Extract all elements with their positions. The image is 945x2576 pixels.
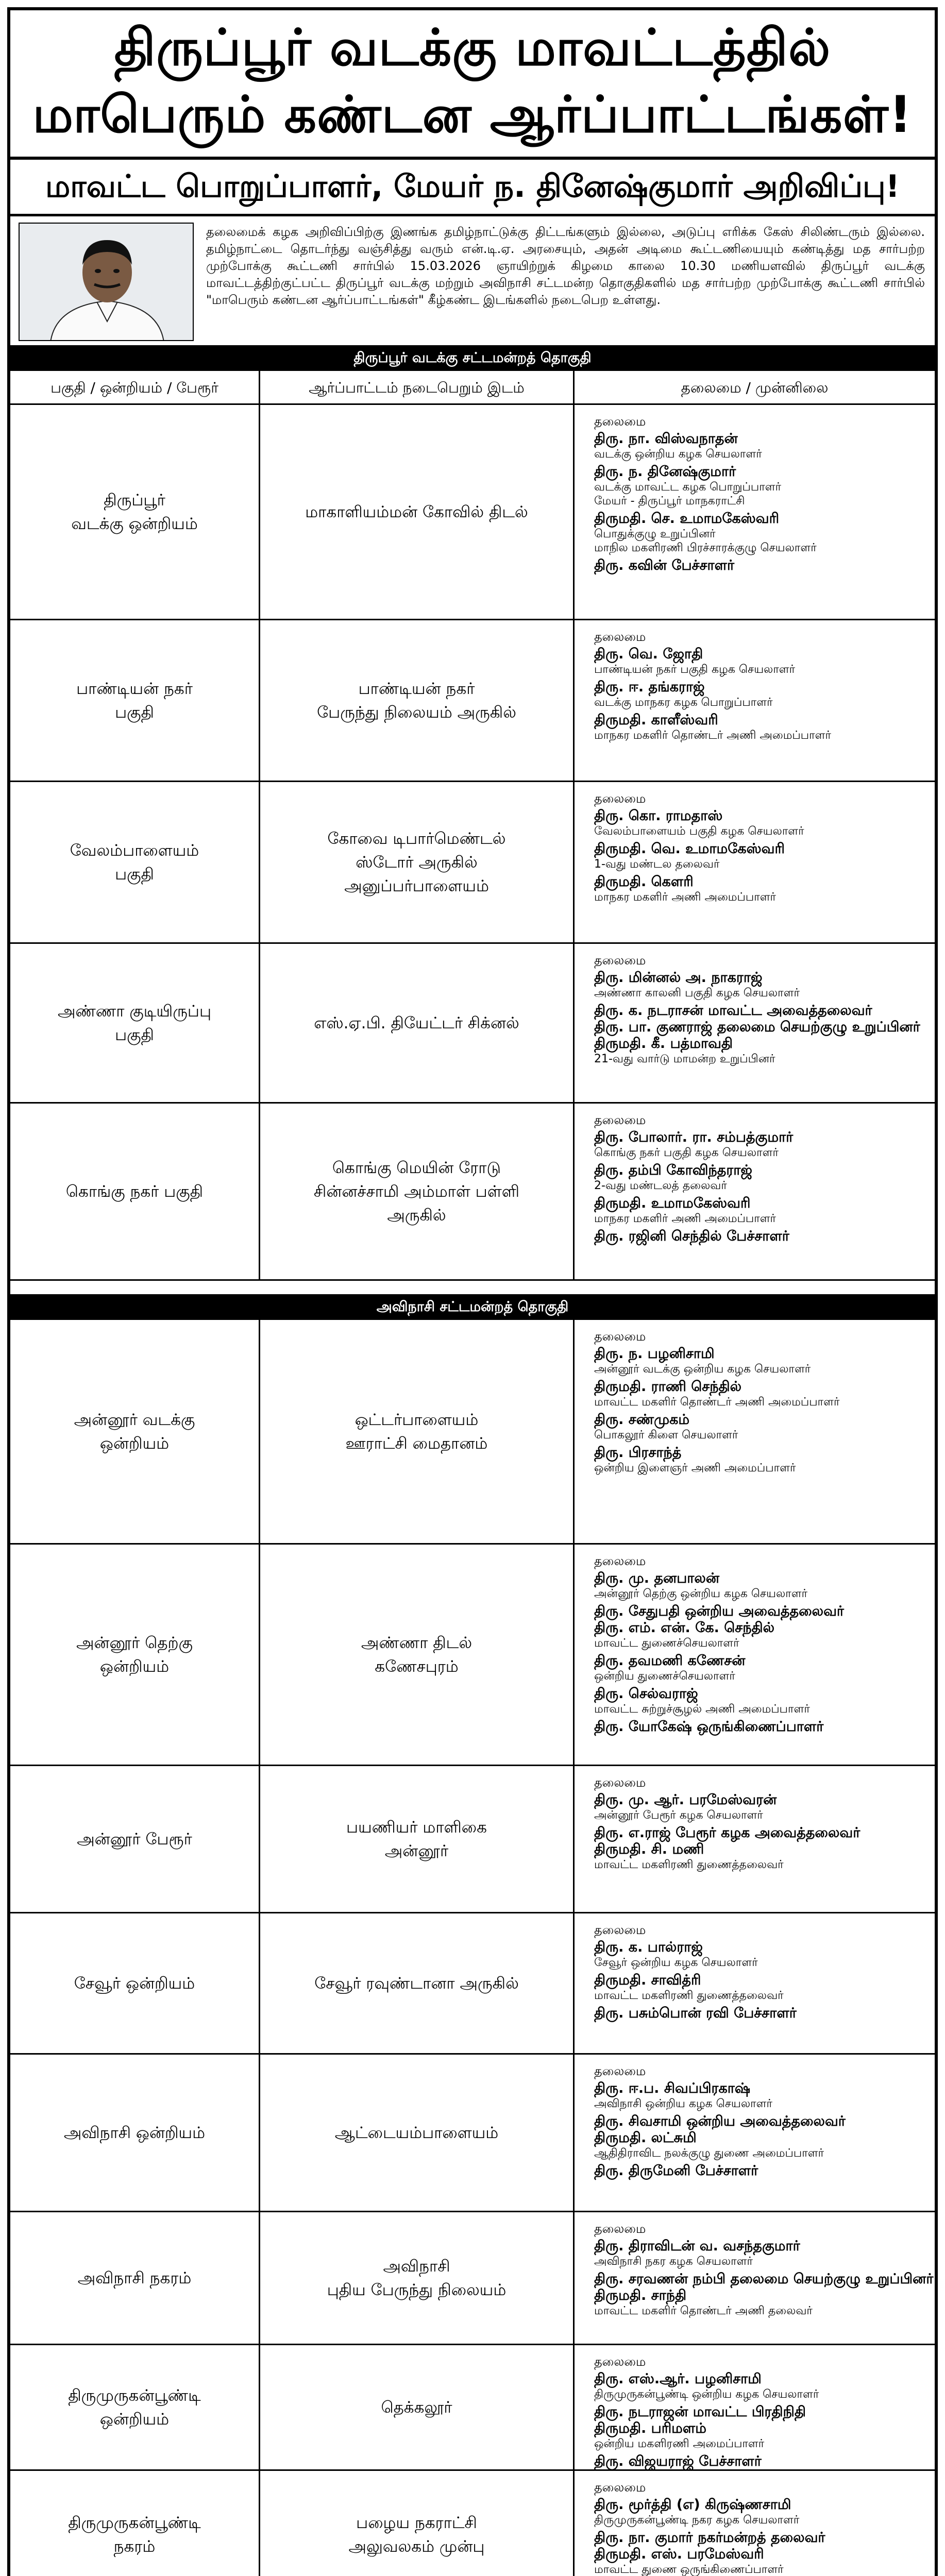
leader-role: வடக்கு மாநகர கழக பொறுப்பாளர் [594, 696, 773, 709]
leader-name: திருமதி. உமாமகேஸ்வரி [594, 1195, 751, 1211]
area-cell [10, 1913, 260, 2053]
leader-role: திருமுருகன்பூண்டி ஒன்றிய கழக செயலாளர் [594, 2388, 819, 2401]
leader-role: திருமுருகன்பூண்டி நகர கழக செயலாளர் [594, 2514, 800, 2527]
leader-name: திரு. செல்வராஜ் [594, 1686, 698, 1702]
leader-role: மாவட்ட மகளிர் தொண்டர் அணி அமைப்பாளர் [594, 1396, 840, 1409]
leader-role: மாவட்ட துணை ஒருங்கிணைப்பாளர் [594, 2563, 784, 2576]
leader-role: சேவூர் ஒன்றிய கழக செயலாளர் [594, 1956, 758, 1969]
lead-label: தலைமை [594, 2480, 646, 2495]
leader-name: திரு. எஸ்.ஆர். பழனிசாமி [594, 2371, 762, 2387]
leader-name: திரு. நா. குமார் நகர்மன்றத் தலைவர் [594, 2530, 825, 2546]
leader-name: திரு. மு. ஆர். பரமேஸ்வரன் [594, 1792, 777, 1808]
leader-name: திரு. யோகேஷ் ஒருங்கிணைப்பாளர் [594, 1719, 824, 1735]
leaders-cell [575, 1320, 935, 1543]
leader-role: பொகலூர் கிளை செயலாளர் [594, 1429, 738, 1442]
leader-name: திரு. சரவணன் நம்பி தலைமை செயற்குழு உறுப்பினர் [594, 2271, 934, 2287]
leader-name: திரு. விஜயராஜ் பேச்சாளர் [594, 2453, 762, 2469]
leaders-cell [575, 944, 935, 1102]
table-row [10, 2471, 935, 2576]
leaders-cell [575, 1545, 935, 1765]
leader-name: திரு. எ.ராஜ் பேரூர் கழக அவைத்தலைவர் [594, 1825, 860, 1841]
column-headers [10, 371, 935, 405]
lead-label: தலைமை [594, 2222, 646, 2236]
lead-label: தலைமை [594, 953, 646, 968]
headline-line-2: மாபெரும் கண்டன ஆர்ப்பாட்டங்கள்! [32, 86, 913, 144]
area-cell [10, 1320, 260, 1543]
lead-label: தலைமை [594, 414, 646, 429]
leader-role: ஒன்றிய இளைஞர் அணி அமைப்பாளர் [594, 1462, 796, 1475]
area-name: அண்ணா குடியிருப்பு பகுதி [57, 1002, 212, 1044]
venue-name: பயணியர் மாளிகை அன்னூர் [346, 1818, 487, 1860]
leader-role: 1-வது மண்டல தலைவர் [594, 858, 720, 871]
area-name: அன்னூர் தெற்கு ஒன்றியம் [76, 1633, 193, 1676]
venue-name: கொங்கு மெயின் ரோடு சின்னச்சாமி அம்மாள் பள்ளி அருகில் [314, 1158, 519, 1225]
leader-name: திரு. வெ. ஜோதி [594, 646, 703, 662]
lead-label: தலைமை [594, 1775, 646, 1790]
leader-role: மாவட்ட மகளிரணி துணைத்தலைவர் [594, 1989, 784, 2002]
area-cell [10, 944, 260, 1102]
lead-label: தலைமை [594, 1329, 646, 1344]
intro-section [10, 216, 935, 345]
venue-cell [260, 2055, 575, 2211]
table-row [10, 782, 935, 944]
venue-name: அண்ணா திடல் கணேசபுரம் [361, 1633, 472, 1676]
area-name: திருமுருகன்பூண்டி நகரம் [68, 2513, 201, 2556]
area-cell [10, 1766, 260, 1912]
lead-label: தலைமை [594, 630, 646, 644]
venue-cell [260, 405, 575, 619]
area-name: அவிநாசி ஒன்றியம் [63, 2123, 206, 2142]
portrait-photo [19, 223, 194, 341]
leader-role: அவிநாசி ஒன்றிய கழக செயலாளர் [594, 2097, 772, 2110]
leader-name: திருமதி. சாவித்ரி [594, 1972, 701, 1988]
leader-role: ஒன்றிய மகளிரணி அமைப்பாளர் [594, 2437, 765, 2450]
leader-name: திரு. தம்பி கோவிந்தராஜ் [594, 1162, 752, 1178]
headline [10, 10, 935, 160]
leader-name: திரு. மூர்த்தி (எ) கிருஷ்ணசாமி [594, 2497, 791, 2513]
area-name: கொங்கு நகர் பகுதி [65, 1182, 204, 1201]
area-name: அன்னூர் பேரூர் [77, 1829, 192, 1849]
leaders-cell [575, 2471, 935, 2576]
lead-label: தலைமை [594, 1923, 646, 1937]
section-header-avinashi: அவிநாசி சட்டமன்றத் தொகுதி [10, 1294, 935, 1320]
venue-cell [260, 1913, 575, 2053]
leader-name: திருமதி. பரிமளம் [594, 2420, 706, 2436]
leader-name: திரு. கவின் பேச்சாளர் [594, 557, 735, 573]
lead-label: தலைமை [594, 2064, 646, 2078]
leader-name: திரு. பா. குணராஜ் தலைமை செயற்குழு உறுப்பினர் [594, 1019, 920, 1035]
leaders-cell [575, 620, 935, 781]
announcement-subtitle: மாவட்ட பொறுப்பாளர், மேயர் ந. தினேஷ்குமார் அறிவிப்பு! [10, 160, 935, 216]
table-row [10, 1766, 935, 1913]
leader-name: திரு. சண்முகம் [594, 1412, 690, 1428]
leader-name: திரு. நா. விஸ்வநாதன் [594, 431, 738, 447]
leader-name: திரு. திராவிடன் வ. வசந்தகுமார் [594, 2238, 800, 2254]
leader-name: திரு. பசும்பொன் ரவி பேச்சாளர் [594, 2005, 797, 2021]
venue-cell [260, 782, 575, 942]
venue-name: மாகாளியம்மன் கோவில் திடல் [305, 502, 528, 521]
leader-name: திரு. ரஜினி செந்தில் பேச்சாளர் [594, 1228, 789, 1244]
area-cell [10, 1104, 260, 1279]
leader-role: பொதுக்குழு உறுப்பினர் மாநில மகளிரணி பிரச்சாரக்குழு செயலாளர் [594, 528, 817, 554]
area-cell [10, 405, 260, 619]
area-cell [10, 2212, 260, 2344]
table-row [10, 1320, 935, 1545]
venue-name: எஸ்.ஏ.பி. தியேட்டர் சிக்னல் [314, 1013, 519, 1032]
leader-name: திரு. போலார். ரா. சம்பத்குமார் [594, 1129, 794, 1145]
venue-name: பாண்டியன் நகர் பேருந்து நிலையம் அருகில் [317, 679, 516, 722]
leader-role: அன்னூர் தெற்கு ஒன்றிய கழக செயலாளர் [594, 1587, 808, 1600]
leader-name: திருமதி. சாந்தி [594, 2287, 687, 2303]
area-name: சேவூர் ஒன்றியம் [74, 1974, 195, 1993]
table-row [10, 944, 935, 1104]
leader-role: பாண்டியன் நகர் பகுதி கழக செயலாளர் [594, 663, 796, 676]
leaders-cell [575, 1104, 935, 1279]
avinashi-table [10, 1320, 935, 2576]
venue-cell [260, 1104, 575, 1279]
venue-cell [260, 2345, 575, 2469]
venue-cell [260, 1545, 575, 1765]
venue-name: பழைய நகராட்சி அலுவலகம் முன்பு [348, 2513, 485, 2556]
leader-role: அன்னூர் பேரூர் கழக செயலாளர் [594, 1809, 763, 1822]
intro-paragraph: தலைமைக் கழக அறிவிப்பிற்கு இணங்க தமிழ்நாட்டுக்கு திட்டங்களும் இல்லை, அடுப்பு எரிக்க கேஸ் சிலிண்டரும் இல்லை. தமிழ்நாட்டை தொடர்ந்து வஞ்சித்து வரும் என்.டி.ஏ. அரசையும், அதன் அடிமை கூட்டணியையும் கண்டித்து மத சார்பற்ற முற்போக்கு கூட்டணி சார்பில் 15.03.2026 ஞாயிற்றுக் கிழமை காலை 10.30 மணியளவில் திருப்பூர் வடக்கு மாவட்டத்திற்குட்பட்ட திருப்பூர் வடக்கு மற்றும் அவிநாசி சட்டமன்ற தொகுதிகளில் மத சார்பற்ற முற்போக்கு கூட்டணி சார்பில் "மாபெரும் கண்டன ஆர்ப்பாட்டங்கள்" கீழ்கண்ட இடங்களில் நடைபெற உள்ளது. [206, 225, 925, 307]
leader-name: திரு. ஈ.ப. சிவப்பிரகாஷ் [594, 2080, 751, 2096]
leader-name: திரு. எம். என். கே. செந்தில் [594, 1620, 775, 1636]
area-cell [10, 620, 260, 781]
area-cell [10, 2345, 260, 2469]
area-name: திருமுருகன்பூண்டி ஒன்றியம் [68, 2386, 201, 2429]
venue-cell [260, 1766, 575, 1912]
leader-name: திரு. சிவசாமி ஒன்றிய அவைத்தலைவர் [594, 2113, 846, 2129]
leader-role: அண்ணா காலனி பகுதி கழக செயலாளர் [594, 987, 800, 999]
leaders-cell [575, 782, 935, 942]
leader-name: திருமதி. சி. மணி [594, 1841, 704, 1857]
leader-role: அவிநாசி நகர கழக செயலாளர் [594, 2255, 753, 2268]
lead-label: தலைமை [594, 1113, 646, 1127]
leader-name: திருமதி. ராணி செந்தில் [594, 1379, 742, 1395]
venue-name: ஒட்டர்பாளையம் ஊராட்சி மைதானம் [345, 1410, 488, 1453]
leader-role: மாவட்ட மகளிர் தொண்டர் அணி தலைவர் [594, 2304, 813, 2317]
area-name: வேலம்பாளையம் பகுதி [70, 841, 199, 884]
leader-name: திரு. பிரசாந்த் [594, 1445, 682, 1461]
venue-cell [260, 620, 575, 781]
leader-role: வடக்கு ஒன்றிய கழக செயலாளர் [594, 448, 762, 461]
leader-role: கொங்கு நகர் பகுதி கழக செயலாளர் [594, 1146, 779, 1159]
leader-name: திரு. க. பால்ராஜ் [594, 1939, 703, 1955]
venue-name: அவிநாசி புதிய பேருந்து நிலையம் [327, 2257, 507, 2299]
leader-role: வடக்கு மாவட்ட கழக பொறுப்பாளர் மேயர் - திருப்பூர் மாநகராட்சி [594, 481, 782, 507]
leader-name: திரு. கொ. ராமதாஸ் [594, 808, 723, 824]
lead-label: தலைமை [594, 2354, 646, 2369]
leader-name: திருமதி. கௌரி [594, 874, 694, 890]
leader-role: ஒன்றிய துணைச்செயலாளர் [594, 1670, 735, 1683]
person-portrait-icon [20, 224, 194, 341]
column-header-area: பகுதி / ஒன்றியம் / பேரூர் [10, 371, 260, 405]
leader-name: திருமதி. வெ. உமாமகேஸ்வரி [594, 841, 785, 857]
leaders-cell [575, 1766, 935, 1912]
leader-name: திரு. தவமணி கணேசன் [594, 1653, 746, 1669]
column-header-leaders: தலைமை / முன்னிலை [681, 379, 829, 396]
leader-name: திரு. க. நடராசன் மாவட்ட அவைத்தலைவர் [594, 1003, 872, 1019]
leaders-cell [575, 2345, 935, 2469]
area-cell [10, 2471, 260, 2576]
area-name: பாண்டியன் நகர் பகுதி [76, 679, 193, 722]
leader-role: அன்னூர் வடக்கு ஒன்றிய கழக செயலாளர் [594, 1363, 811, 1376]
venue-name: ஆட்டையம்பாளையம் [334, 2123, 499, 2142]
table-row [10, 405, 935, 620]
area-name: அவிநாசி நகரம் [77, 2268, 192, 2287]
leader-name: திருமதி. லட்சுமி [594, 2130, 697, 2146]
leader-name: திரு. சேதுபதி ஒன்றிய அவைத்தலைவர் [594, 1603, 845, 1619]
leader-role: 2-வது மண்டலத் தலைவர் [594, 1179, 727, 1192]
table-row [10, 620, 935, 782]
leader-name: திரு. ந. தினேஷ்குமார் [594, 464, 736, 480]
leader-name: திரு. ஈ. தங்கராஜ் [594, 679, 705, 695]
leader-role: வேலம்பாளையம் பகுதி கழக செயலாளர் [594, 825, 804, 838]
headline-line-1: திருப்பூர் வடக்கு மாவட்டத்தில் [114, 19, 831, 77]
leader-role: மாவட்ட சுற்றுச்சூழல் அணி அமைப்பாளர் [594, 1703, 810, 1716]
section-header-tiruppur-north: திருப்பூர் வடக்கு சட்டமன்றத் தொகுதி [10, 345, 935, 371]
table-row [10, 1545, 935, 1766]
area-name: திருப்பூர் வடக்கு ஒன்றியம் [71, 490, 198, 533]
leader-name: திருமதி. எஸ். பரமேஸ்வரி [594, 2546, 764, 2562]
venue-name: தெக்கலூர் [381, 2398, 452, 2417]
table-row [10, 1913, 935, 2055]
venue-cell [260, 2471, 575, 2576]
leaders-cell [575, 1913, 935, 2053]
leader-name: திருமதி. காளீஸ்வரி [594, 712, 718, 728]
leader-name: திரு. நடராஜன் மாவட்ட பிரதிநிதி [594, 2404, 806, 2420]
leader-name: திரு. திருமேனி பேச்சாளர் [594, 2163, 758, 2179]
table-row [10, 2055, 935, 2212]
lead-label: தலைமை [594, 1554, 646, 1568]
leader-name: திரு. மின்னல் அ. நாகராஜ் [594, 970, 763, 986]
table-row [10, 2345, 935, 2471]
column-header-venue: ஆர்ப்பாட்டம் நடைபெறும் இடம் [260, 371, 575, 405]
table-row [10, 1104, 935, 1281]
area-cell [10, 782, 260, 942]
leader-name: திருமதி. கீ. பத்மாவதி [594, 1036, 733, 1052]
leader-name: திரு. ந. பழனிசாமி [594, 1346, 715, 1362]
leader-role: மாநகர மகளிர் தொண்டர் அணி அமைப்பாளர் [594, 729, 831, 742]
leader-role: ஆதிதிராவிட நலக்குழு துணை அமைப்பாளர் [594, 2147, 824, 2160]
venue-cell [260, 2212, 575, 2344]
table-row [10, 2212, 935, 2345]
area-name: அன்னூர் வடக்கு ஒன்றியம் [74, 1410, 195, 1453]
leader-role: மாவட்ட துணைச்செயலாளர் [594, 1637, 739, 1650]
venue-cell [260, 1320, 575, 1543]
lead-label: தலைமை [594, 791, 646, 806]
leader-name: திரு. மு. தனபாலன் [594, 1570, 719, 1586]
venue-name: கோவை டிபார்மெண்டல் ஸ்டோர் அருகில் அனுப்பர்பாளையம் [327, 829, 506, 895]
area-cell [10, 1545, 260, 1765]
leader-role: மாநகர மகளிர் அணி அமைப்பாளர் [594, 891, 777, 904]
leader-name: திருமதி. செ. உமாமகேஸ்வரி [594, 511, 780, 527]
leader-role: மாநகர மகளிர் அணி அமைப்பாளர் [594, 1212, 777, 1225]
leader-role: மாவட்ட மகளிரணி துணைத்தலைவர் [594, 1858, 784, 1871]
venue-name: சேவூர் ரவுண்டானா அருகில் [314, 1974, 519, 1993]
leaders-cell [575, 405, 935, 619]
leader-role: 21-வது வார்டு மாமன்ற உறுப்பினர் [594, 1053, 775, 1065]
venue-cell [260, 944, 575, 1102]
leaders-cell [575, 2212, 935, 2344]
tiruppur-north-table [10, 405, 935, 1281]
area-cell [10, 2055, 260, 2211]
leaders-cell [575, 2055, 935, 2211]
